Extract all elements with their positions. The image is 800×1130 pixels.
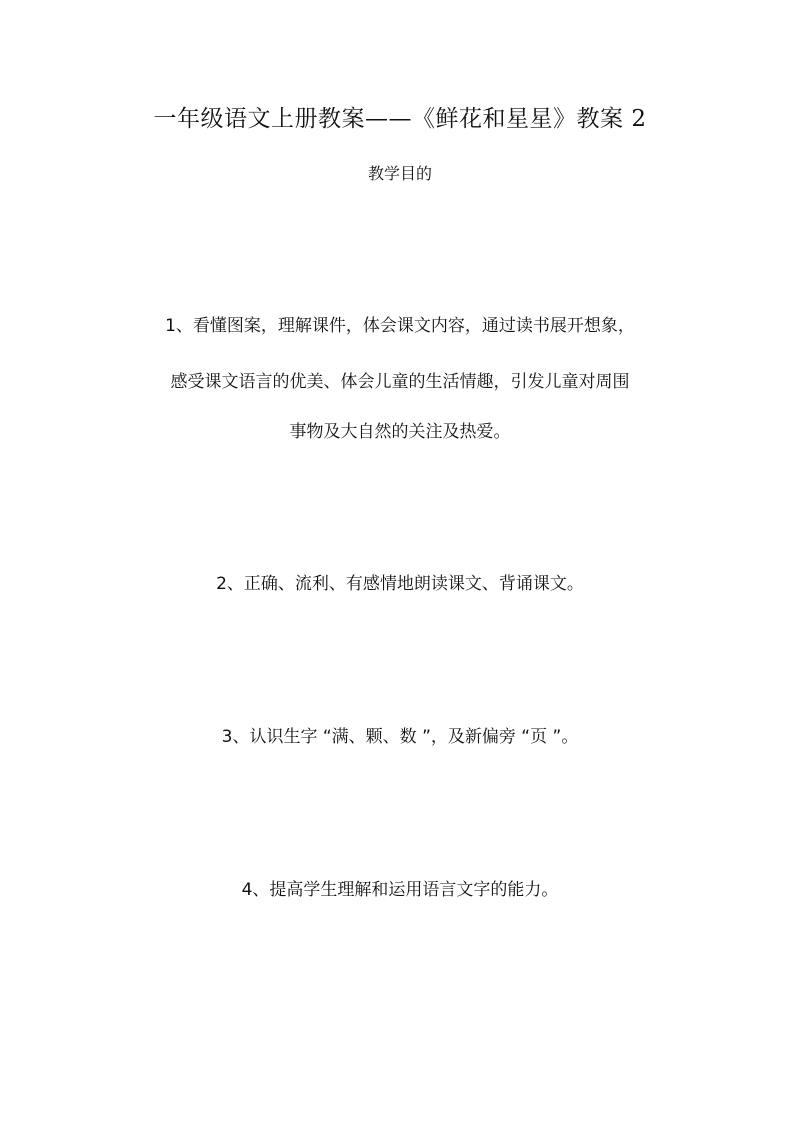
objective-2: 2、正确、流利、有感情地朗读课文、背诵课文。 (216, 574, 584, 594)
objective-3: 3、认识生字 “满、颗、数 ”，及新偏旁 “页 ”。 (221, 727, 579, 747)
objective-1-line-1: 1、看懂图案，理解课件，体会课文内容，通过读书展开想象， (165, 316, 635, 336)
section-heading: 教学目的 (367, 164, 432, 183)
objective-1-line-2: 感受课文语言的优美、体会儿童的生活情趣，引发儿童对周围 (170, 372, 630, 392)
objective-4: 4、提高学生理解和运用语言文字的能力。 (241, 880, 559, 900)
document-title: 一年级语文上册教案——《鲜花和星星》教案 2 (153, 106, 647, 132)
objective-1-line-3: 事物及大自然的关注及热爱。 (289, 422, 511, 442)
